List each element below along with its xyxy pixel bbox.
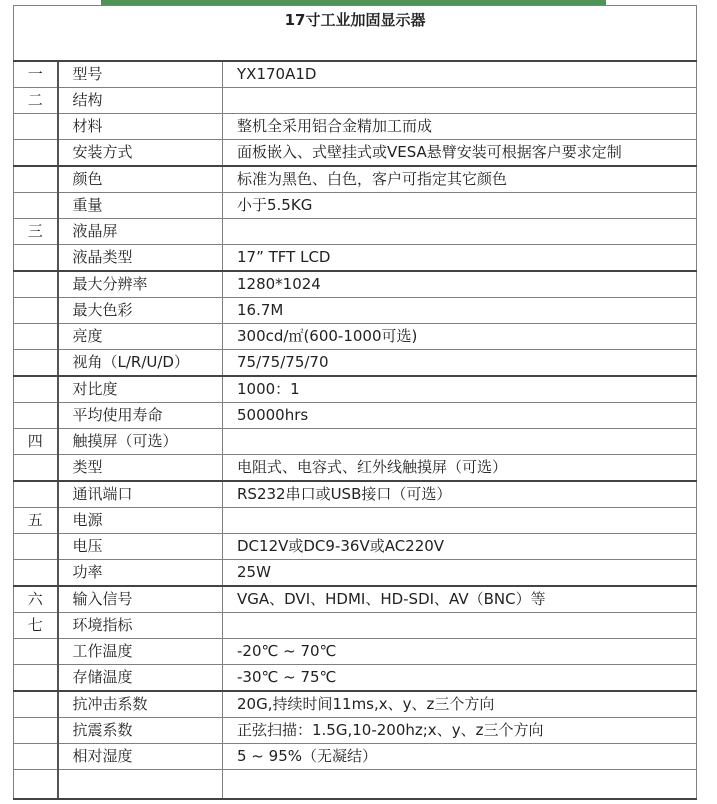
section-number: 六 bbox=[14, 586, 58, 613]
spec-label: 工作温度 bbox=[58, 639, 223, 665]
table-row bbox=[14, 324, 697, 350]
spec-value bbox=[223, 770, 697, 800]
spec-label: 最大色彩 bbox=[58, 298, 223, 324]
spec-label: 相对湿度 bbox=[58, 744, 223, 770]
section-number bbox=[14, 271, 58, 298]
table-row bbox=[14, 88, 697, 114]
spec-value: 电阻式、电容式、红外线触摸屏（可选） bbox=[223, 455, 697, 482]
section-number bbox=[14, 350, 58, 377]
section-number bbox=[14, 193, 58, 219]
table-row bbox=[14, 61, 697, 88]
spec-label bbox=[58, 770, 223, 800]
spec-value: 17” TFT LCD bbox=[223, 245, 697, 272]
spec-label: 触摸屏（可选） bbox=[58, 429, 223, 455]
section-number bbox=[14, 481, 58, 508]
section-number bbox=[14, 639, 58, 665]
spec-label: 平均使用寿命 bbox=[58, 403, 223, 429]
section-number: 一 bbox=[14, 61, 58, 88]
section-number bbox=[14, 324, 58, 350]
spec-value bbox=[223, 613, 697, 639]
table-row bbox=[14, 534, 697, 560]
table-row bbox=[14, 429, 697, 455]
section-number bbox=[14, 166, 58, 193]
spec-label: 结构 bbox=[58, 88, 223, 114]
section-number bbox=[14, 455, 58, 482]
spec-value bbox=[223, 219, 697, 245]
spec-value: -30℃ ~ 75℃ bbox=[223, 665, 697, 692]
spec-value: 小于5.5KG bbox=[223, 193, 697, 219]
spec-label: 型号 bbox=[58, 61, 223, 88]
table-row bbox=[14, 271, 697, 298]
spec-label: 输入信号 bbox=[58, 586, 223, 613]
spec-value: 20G,持续时间11ms,x、y、z三个方向 bbox=[223, 691, 697, 718]
section-number bbox=[14, 560, 58, 587]
spec-label: 类型 bbox=[58, 455, 223, 482]
spec-value: DC12V或DC9-36V或AC220V bbox=[223, 534, 697, 560]
section-number bbox=[14, 665, 58, 692]
section-number bbox=[14, 298, 58, 324]
table-row bbox=[14, 508, 697, 534]
spec-label: 重量 bbox=[58, 193, 223, 219]
spec-value: VGA、DVI、HDMI、HD-SDI、AV（BNC）等 bbox=[223, 586, 697, 613]
spec-label: 最大分辨率 bbox=[58, 271, 223, 298]
table-row bbox=[14, 691, 697, 718]
section-number bbox=[14, 691, 58, 718]
table-row bbox=[14, 376, 697, 403]
table-row bbox=[14, 455, 697, 482]
section-number bbox=[14, 140, 58, 167]
table-row bbox=[14, 613, 697, 639]
spec-value: 300cd/㎡(600-1000可选) bbox=[223, 324, 697, 350]
table-row bbox=[14, 744, 697, 770]
section-number: 四 bbox=[14, 429, 58, 455]
spec-label: 电源 bbox=[58, 508, 223, 534]
spec-value: 1280*1024 bbox=[223, 271, 697, 298]
section-number bbox=[14, 770, 58, 800]
table-row bbox=[14, 140, 697, 167]
table-row bbox=[14, 586, 697, 613]
table-row bbox=[14, 298, 697, 324]
spec-value: 75/75/75/70 bbox=[223, 350, 697, 377]
section-number bbox=[14, 534, 58, 560]
table-row bbox=[14, 560, 697, 587]
table-row bbox=[14, 665, 697, 692]
spec-label: 抗震系数 bbox=[58, 718, 223, 744]
spec-value bbox=[223, 88, 697, 114]
table-row bbox=[14, 166, 697, 193]
section-number bbox=[14, 245, 58, 272]
spec-label: 环境指标 bbox=[58, 613, 223, 639]
table-row bbox=[14, 193, 697, 219]
spec-value bbox=[223, 508, 697, 534]
spec-value: 正弦扫描：1.5G,10-200hz;x、y、z三个方向 bbox=[223, 718, 697, 744]
spec-label: 安装方式 bbox=[58, 140, 223, 167]
section-number bbox=[14, 114, 58, 140]
spec-value: 1000：1 bbox=[223, 376, 697, 403]
spec-value: 25W bbox=[223, 560, 697, 587]
spec-label: 对比度 bbox=[58, 376, 223, 403]
spec-value: -20℃ ~ 70℃ bbox=[223, 639, 697, 665]
section-number: 七 bbox=[14, 613, 58, 639]
table-row bbox=[14, 350, 697, 377]
table-row bbox=[14, 718, 697, 744]
section-number: 三 bbox=[14, 219, 58, 245]
spec-value: 5 ~ 95%（无凝结） bbox=[223, 744, 697, 770]
spec-value: YX170A1D bbox=[223, 61, 697, 88]
spec-label: 通讯端口 bbox=[58, 481, 223, 508]
table-row bbox=[14, 114, 697, 140]
title-row bbox=[14, 6, 697, 62]
table-row bbox=[14, 245, 697, 272]
spec-value: 50000hrs bbox=[223, 403, 697, 429]
spec-value: 面板嵌入、式壁挂式或VESA悬臂安装可根据客户要求定制 bbox=[223, 140, 697, 167]
spec-label: 电压 bbox=[58, 534, 223, 560]
spec-value: 标准为黑色、白色，客户可指定其它颜色 bbox=[223, 166, 697, 193]
spec-label: 材料 bbox=[58, 114, 223, 140]
table-row bbox=[14, 770, 697, 800]
spec-label: 亮度 bbox=[58, 324, 223, 350]
section-number bbox=[14, 376, 58, 403]
section-number: 五 bbox=[14, 508, 58, 534]
spec-table bbox=[13, 5, 697, 800]
section-number: 二 bbox=[14, 88, 58, 114]
spec-label: 存储温度 bbox=[58, 665, 223, 692]
table-row bbox=[14, 219, 697, 245]
table-title: 17寸工业加固显示器 bbox=[14, 6, 697, 62]
spec-value: 16.7M bbox=[223, 298, 697, 324]
table-row bbox=[14, 481, 697, 508]
table-row bbox=[14, 403, 697, 429]
section-number bbox=[14, 718, 58, 744]
spec-label: 液晶类型 bbox=[58, 245, 223, 272]
spec-value bbox=[223, 429, 697, 455]
table-row bbox=[14, 639, 697, 665]
spec-label: 液晶屏 bbox=[58, 219, 223, 245]
spec-label: 颜色 bbox=[58, 166, 223, 193]
section-number bbox=[14, 403, 58, 429]
spec-label: 功率 bbox=[58, 560, 223, 587]
spec-value: RS232串口或USB接口（可选） bbox=[223, 481, 697, 508]
spec-label: 视角（L/R/U/D） bbox=[58, 350, 223, 377]
section-number bbox=[14, 744, 58, 770]
spec-label: 抗冲击系数 bbox=[58, 691, 223, 718]
spec-value: 整机全采用铝合金精加工而成 bbox=[223, 114, 697, 140]
